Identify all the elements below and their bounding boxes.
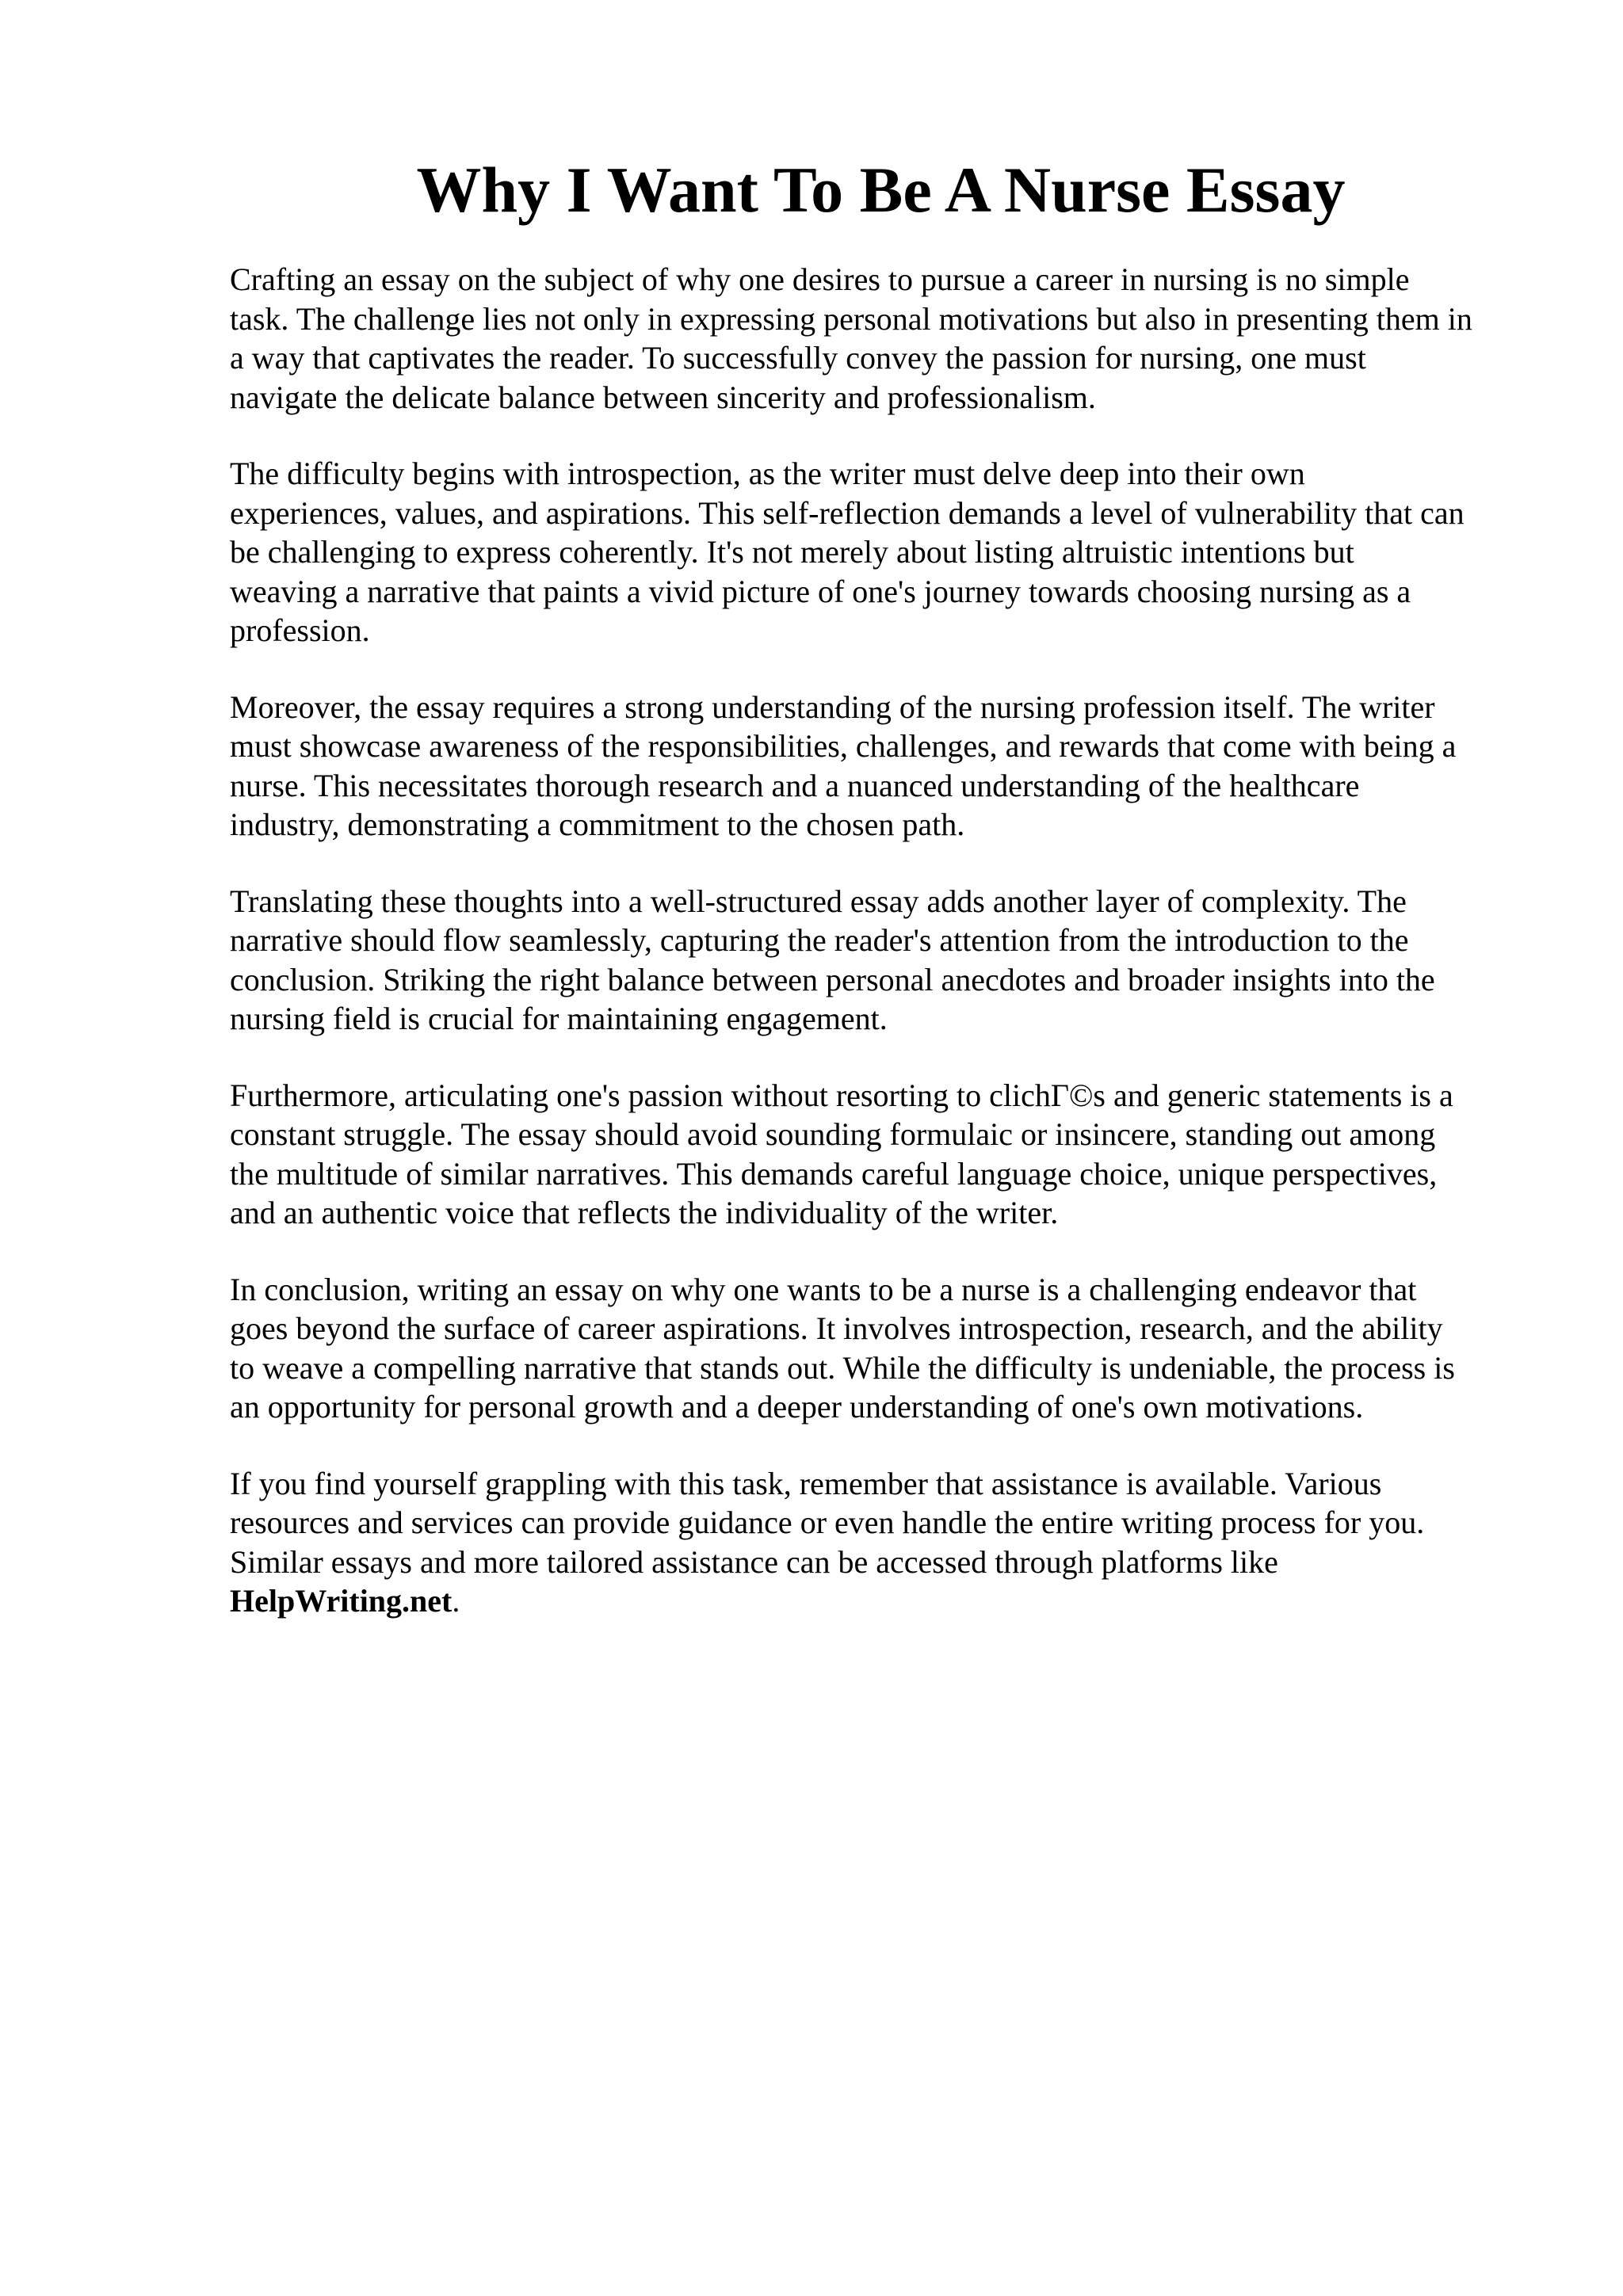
text-line [230,1581,1561,1621]
text-line: the multitude of similar narratives. This demands careful language choice, unique perspectives, [230,1155,1438,1192]
paragraph-6 [230,1270,1561,1427]
text-line: Similar essays and more tailored assistance can be accessed through platforms like [230,1543,1278,1580]
text-line: and an authentic voice that reflects the individuality of the writer. [230,1195,1059,1230]
text-line: narrative should flow seamlessly, capturing the reader's attention from the introduction to the [230,922,1409,958]
paragraph-7 [230,1464,1561,1621]
text-line: resources and services can provide guidance or even handle the entire writing process for you. [230,1505,1425,1540]
essay-body [230,260,1561,1658]
text-line: constant struggle. The essay should avoid sounding formulaic or insincere, standing out among [230,1116,1436,1152]
text-line: Moreover, the essay requires a strong understanding of the nursing profession itself. The writer [230,688,1435,725]
text-line: experiences, values, and aspirations. This self-reflection demands a level of vulnerability that can [230,494,1465,531]
text-line: be challenging to express coherently. It's not merely about listing altruistic intentions but [230,534,1354,570]
text-line: a way that captivates the reader. To successfully convey the passion for nursing, one must [230,340,1366,376]
text-line: In conclusion, writing an essay on why one wants to be a nurse is a challenging endeavor that [230,1271,1417,1307]
helpwriting-link[interactable]: HelpWriting.net [230,1583,453,1619]
text-line: an opportunity for personal growth and a deeper understanding of one's own motivations. [230,1389,1364,1425]
text-line: must showcase awareness of the responsibilities, challenges, and rewards that come with being a [230,728,1457,764]
text-line: goes beyond the surface of career aspirations. It involves introspection, research, and the ability [230,1310,1443,1346]
text-line: If you find yourself grappling with this task, remember that assistance is available. Various [230,1465,1382,1501]
text-line: Translating these thoughts into a well-structured essay adds another layer of complexity. The [230,883,1407,919]
text-line: Crafting an essay on the subject of why one desires to pursue a career in nursing is no simple [230,261,1410,297]
text-line: weaving a narrative that paints a vivid picture of one's journey towards choosing nursing as a [230,573,1411,609]
paragraph-3 [230,688,1561,845]
text-line: The difficulty begins with introspection, as the writer must delve deep into their own [230,456,1305,491]
link-suffix: . [452,1583,460,1619]
paragraph-4 [230,882,1561,1039]
text-line: conclusion. Striking the right balance between personal anecdotes and broader insights into the [230,961,1435,997]
text-line: nursing field is crucial for maintaining engagement. [230,1001,888,1036]
paragraph-1 [230,260,1561,417]
text-line: to weave a compelling narrative that stands out. While the difficulty is undeniable, the process is [230,1349,1455,1386]
paragraph-5 [230,1076,1561,1233]
page-title: Why I Want To Be A Nurse Essay [416,154,1346,226]
text-line: profession. [230,612,370,648]
text-line: navigate the delicate balance between sincerity and professionalism. [230,379,1096,415]
text-line: Furthermore, articulating one's passion without resorting to clichΓ©s and generic statements is a [230,1077,1453,1113]
paragraph-2 [230,454,1561,650]
text-line: industry, demonstrating a commitment to the chosen path. [230,807,965,842]
text-line: task. The challenge lies not only in expressing personal motivations but also in presenting them in [230,300,1472,337]
text-line: nurse. This necessitates thorough research and a nuanced understanding of the healthcare [230,767,1360,803]
